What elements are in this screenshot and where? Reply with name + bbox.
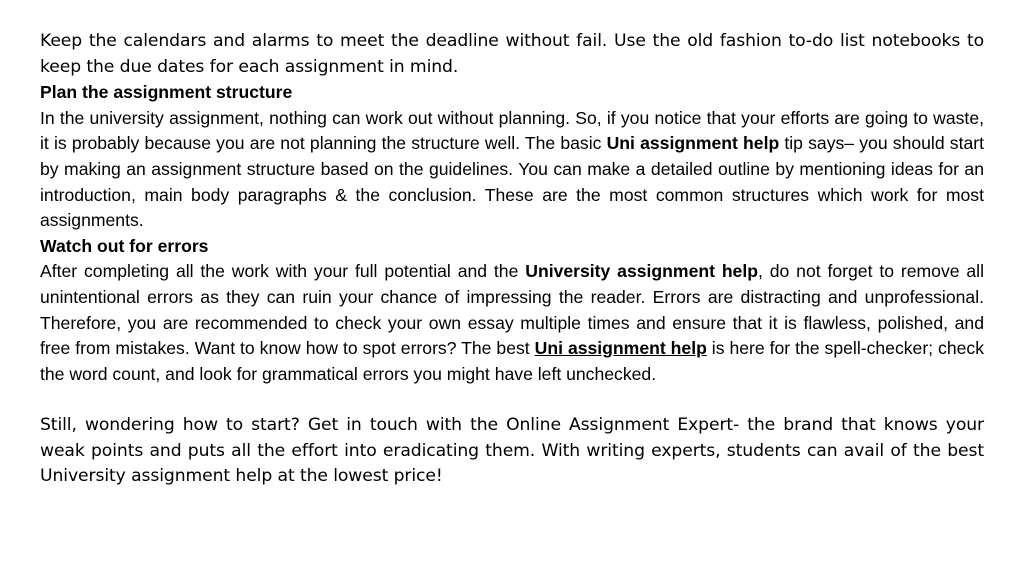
errors-bold-term: University assignment help <box>525 261 758 282</box>
paragraph-spacer <box>40 387 984 413</box>
errors-text-before: After completing all the work with your full potential and the <box>40 261 526 282</box>
plan-text-before: In the university assignment, nothing can work out without planning. So, if you notice that your efforts are going to waste, it is probably because you are not planning the structure well. The basic <box>40 107 984 154</box>
intro-paragraph: Keep the calendars and alarms to meet the deadline without fail. Use the old fashion to-do list notebooks to keep the due dates for each assignment in mind. <box>40 31 984 77</box>
heading-plan-structure: Plan the assignment structure <box>40 82 293 103</box>
errors-text-middle: , do not forget to remove all unintentional errors as they can ruin your chance of impressing the reader. Errors are distracting and unprofessional. Therefore, you are recommended to check your own essay multiple times and ensure that it is flawless, polished, and free from mistakes. Want to know how to spot errors? The best <box>40 261 984 359</box>
errors-text-after: is here for the spell-checker; check the word count, and look for grammatical errors you might have left unchecked. <box>40 338 984 384</box>
uni-assignment-help-link[interactable]: Uni assignment help <box>534 338 707 359</box>
closing-paragraph: Still, wondering how to start? Get in touch with the Online Assignment Expert- the brand that knows your weak points and puts all the effort into eradicating them. With writing experts, students can avail of the best University assignment help at the lowest price! <box>40 414 984 487</box>
plan-text-after: tip says– you should start by making an assignment structure based on the guidelines. You can make a detailed outline by mentioning ideas for an introduction, main body paragraphs & the conclusion. These are the most common structures which work for most assignments. <box>40 133 984 231</box>
document-page <box>40 29 984 490</box>
watch-errors-paragraph <box>40 259 984 387</box>
plan-structure-paragraph <box>40 106 984 234</box>
plan-bold-term: Uni assignment help <box>606 133 780 154</box>
heading-watch-errors: Watch out for errors <box>40 235 209 256</box>
